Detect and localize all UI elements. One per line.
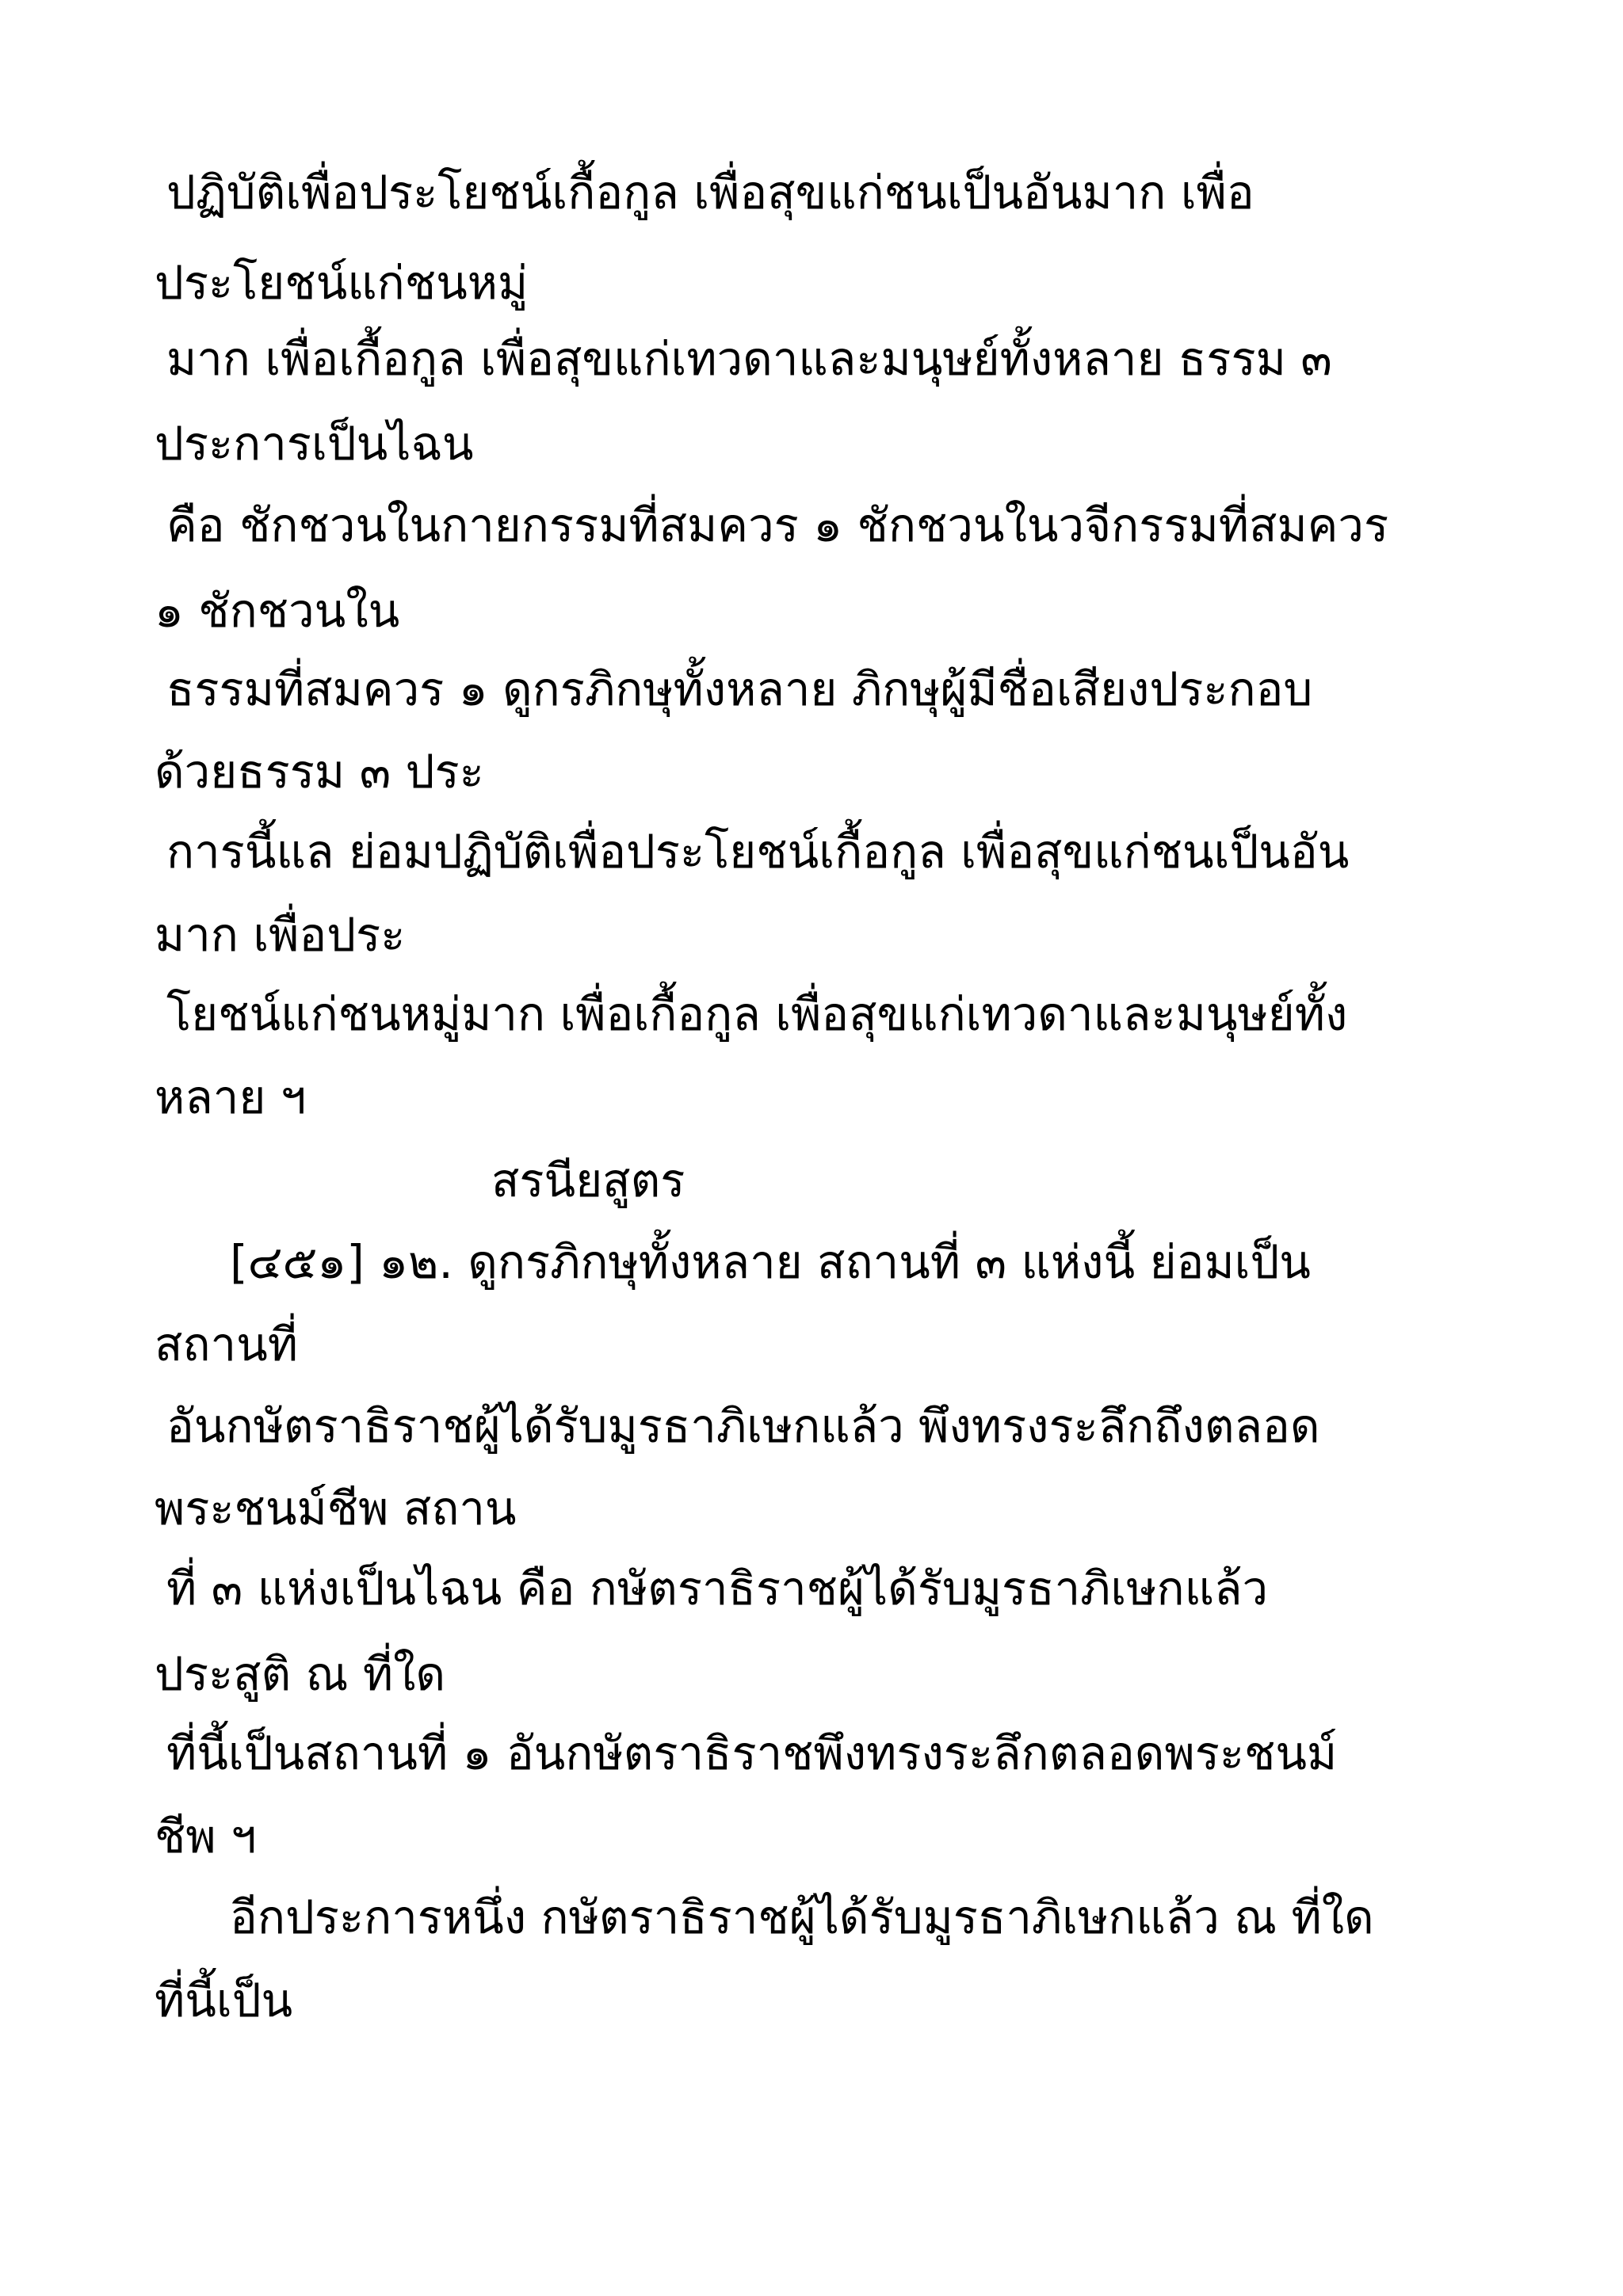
text-line: คือ ชักชวนในกายกรรมที่สมควร ๑ ชักชวนในวจีกรรมที่สมควร [166, 498, 1389, 552]
text-line: อีกประการหนึ่ง กษัตราธิราชผู้ได้รับมูรธาภิเษกแล้ว ณ ที่ใด [230, 1890, 1374, 1944]
text-line: ธรรมที่สมควร ๑ ดูกรภิกษุทั้งหลาย ภิกษุผู้มีชื่อเสียงประกอบ [166, 662, 1313, 716]
text-line: ด้วยธรรม ๓ ประ [155, 745, 484, 799]
text-line: ประสูติ ณ ที่ใด [155, 1647, 446, 1701]
text-line: อันกษัตราธิราชผู้ได้รับมูรธาภิเษกแล้ว พึงทรงระลึกถึงตลอด [166, 1399, 1320, 1453]
text-line: [๔๕๑] ๑๒. ดูกรภิกษุทั้งหลาย สถานที่ ๓ แห่งนี้ ย่อมเป็น [230, 1235, 1311, 1289]
text-line: มาก เพื่อเกื้อกูล เพื่อสุขแก่เทวดาและมนุษย์ทั้งหลาย ธรรม ๓ [166, 332, 1332, 386]
text-line: ที่ ๓ แห่งเป็นไฉน คือ กษัตราธิราชผู้ได้รับมูรธาภิเษกแล้ว [166, 1562, 1269, 1615]
text-line: ปฏิบัติเพื่อประโยชน์เกื้อกูล เพื่อสุขแก่ชนเป็นอันมาก เพื่อ [166, 166, 1254, 219]
text-line: ประโยชน์แก่ชนหมู่ [155, 256, 529, 310]
text-line: โยชน์แก่ชนหมู่มาก เพื่อเกื้อกูล เพื่อสุขแก่เทวดาและมนุษย์ทั้ง [166, 987, 1348, 1041]
text-line: สถานที่ [155, 1318, 298, 1371]
section-title: สรนียสูตร [491, 1154, 685, 1207]
text-line: มาก เพื่อประ [155, 908, 406, 962]
text-line: ชีพ ฯ [155, 1810, 257, 1863]
text-line: พระชนม์ชีพ สถาน [155, 1482, 517, 1535]
text-line: ที่นี้เป็น [155, 1974, 293, 2027]
text-line: ๑ ชักชวนใน [155, 584, 400, 638]
text-line: ที่นี้เป็นสถานที่ ๑ อันกษัตราธิราชพึงทรงระลึกตลอดพระชนม์ [166, 1726, 1338, 1780]
text-line: ประการเป็นไฉน [155, 417, 474, 471]
text-line: หลาย ฯ [155, 1070, 307, 1124]
text-line: การนี้แล ย่อมปฏิบัติเพื่อประโยชน์เกื้อกูล เพื่อสุขแก่ชนเป็นอัน [166, 825, 1350, 879]
